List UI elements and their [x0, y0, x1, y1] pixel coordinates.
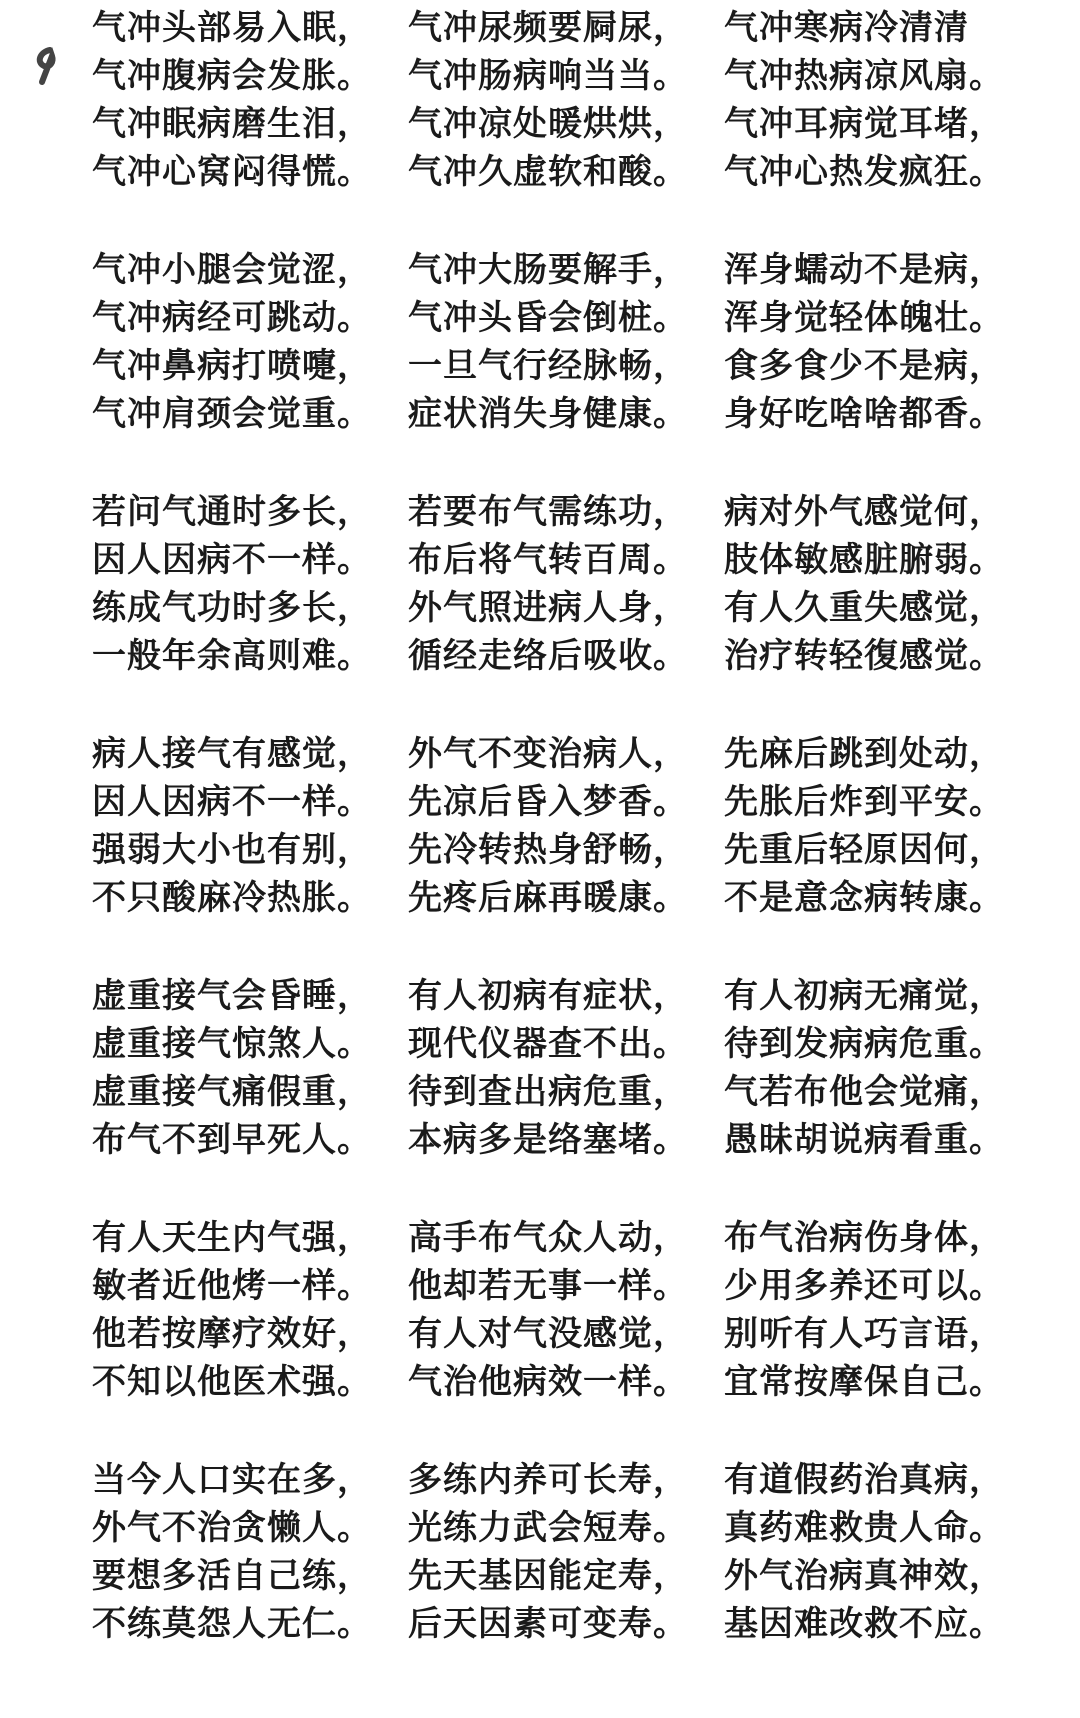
verse-line: 外气不治贪懒人。 [92, 1508, 372, 1548]
verse-line: 练成气功时多长， [92, 588, 372, 628]
verse-line: 气冲心热发疯狂。 [724, 152, 1004, 192]
verse-line: 待到发病病危重。 [724, 1024, 1004, 1064]
verse-line: 基因难改救不应。 [724, 1604, 1004, 1644]
stanza [724, 246, 1040, 488]
poem-grid [92, 4, 1022, 1698]
verse-line: 外气照进病人身， [408, 588, 688, 628]
verse-line: 气冲心窝闷得慌。 [92, 152, 372, 192]
verse-line: 后天因素可变寿。 [408, 1604, 688, 1644]
verse-line: 现代仪器查不出。 [408, 1024, 688, 1064]
margin-pen-mark [28, 46, 68, 86]
verse-line: 先天基因能定寿， [408, 1556, 688, 1596]
stanza-row [92, 488, 1022, 730]
stanza [724, 972, 1040, 1214]
verse-line: 虚重接气痛假重， [92, 1072, 372, 1112]
stanza [408, 4, 724, 246]
verse-line: 高手布气众人动， [408, 1218, 688, 1258]
verse-line: 愚昧胡说病看重。 [724, 1120, 1004, 1160]
verse-line: 病人接气有感觉， [92, 734, 372, 774]
verse-line: 气冲病经可跳动。 [92, 298, 372, 338]
stanza [724, 1214, 1040, 1456]
verse-line: 气冲腹病会发胀。 [92, 56, 372, 96]
stanza-row [92, 972, 1022, 1214]
verse-line: 有人久重失感觉， [724, 588, 1004, 628]
verse-line: 治疗转轻復感觉。 [724, 636, 1004, 676]
verse-line: 多练内养可长寿， [408, 1460, 688, 1500]
verse-line: 先冷转热身舒畅， [408, 830, 688, 870]
stanza [408, 246, 724, 488]
verse-line: 布气治病伤身体， [724, 1218, 1004, 1258]
verse-line: 外气不变治病人， [408, 734, 688, 774]
stanza [408, 1214, 724, 1456]
verse-line: 症状消失身健康。 [408, 394, 688, 434]
stanza [724, 488, 1040, 730]
verse-line: 因人因病不一样。 [92, 540, 372, 580]
stanza-row [92, 4, 1022, 246]
verse-line: 别听有人巧言语， [724, 1314, 1004, 1354]
verse-line: 气冲小腿会觉涩， [92, 250, 372, 290]
verse-line: 气冲耳病觉耳堵， [724, 104, 1004, 144]
stanza [92, 972, 408, 1214]
verse-line: 气冲头部易入眠， [92, 8, 372, 48]
verse-line: 浑身蠕动不是病， [724, 250, 1004, 290]
stanza-row [92, 246, 1022, 488]
verse-line: 敏者近他烤一样。 [92, 1266, 372, 1306]
verse-line: 气若布他会觉痛， [724, 1072, 1004, 1112]
verse-line: 他却若无事一样。 [408, 1266, 688, 1306]
verse-line: 气治他病效一样。 [408, 1362, 688, 1402]
stanza [92, 1456, 408, 1698]
stanza [408, 972, 724, 1214]
verse-line: 若要布气需练功， [408, 492, 688, 532]
stanza [724, 730, 1040, 972]
verse-line: 先凉后昏入梦香。 [408, 782, 688, 822]
verse-line: 不是意念病转康。 [724, 878, 1004, 918]
verse-line: 当今人口实在多， [92, 1460, 372, 1500]
verse-line: 气冲鼻病打喷嚏， [92, 346, 372, 386]
stanza-row [92, 1214, 1022, 1456]
stanza [92, 730, 408, 972]
verse-line: 不练莫怨人无仁。 [92, 1604, 372, 1644]
verse-line: 宜常按摩保自己。 [724, 1362, 1004, 1402]
verse-line: 气冲眠病磨生泪， [92, 104, 372, 144]
stanza [92, 1214, 408, 1456]
verse-line: 他若按摩疗效好， [92, 1314, 372, 1354]
verse-line: 气冲寒病冷清清 [724, 8, 969, 48]
verse-line: 布气不到早死人。 [92, 1120, 372, 1160]
stanza [92, 246, 408, 488]
verse-line: 强弱大小也有别， [92, 830, 372, 870]
stanza [724, 1456, 1040, 1698]
stanza [724, 4, 1040, 246]
verse-line: 外气治病真神效， [724, 1556, 1004, 1596]
verse-line: 本病多是络塞堵。 [408, 1120, 688, 1160]
verse-line: 虚重接气会昏睡， [92, 976, 372, 1016]
verse-line: 气冲久虚软和酸。 [408, 152, 688, 192]
verse-line: 真药难救贵人命。 [724, 1508, 1004, 1548]
verse-line: 食多食少不是病， [724, 346, 1004, 386]
verse-line: 有道假药治真病， [724, 1460, 1004, 1500]
verse-line: 有人对气没感觉， [408, 1314, 688, 1354]
verse-line: 循经走络后吸收。 [408, 636, 688, 676]
verse-line: 因人因病不一样。 [92, 782, 372, 822]
verse-line: 气冲热病凉风扇。 [724, 56, 1004, 96]
verse-line: 身好吃啥啥都香。 [724, 394, 1004, 434]
verse-line: 有人初病无痛觉， [724, 976, 1004, 1016]
verse-line: 气冲尿频要屙尿， [408, 8, 688, 48]
verse-line: 虚重接气惊煞人。 [92, 1024, 372, 1064]
stanza-row [92, 1456, 1022, 1698]
verse-line: 先重后轻原因何， [724, 830, 1004, 870]
verse-line: 病对外气感觉何， [724, 492, 1004, 532]
verse-line: 光练力武会短寿。 [408, 1508, 688, 1548]
verse-line: 不只酸麻冷热胀。 [92, 878, 372, 918]
verse-line: 肢体敏感脏腑弱。 [724, 540, 1004, 580]
verse-line: 一般年余高则难。 [92, 636, 372, 676]
stanza [408, 1456, 724, 1698]
verse-line: 气冲肩颈会觉重。 [92, 394, 372, 434]
stanza [92, 488, 408, 730]
stanza [408, 730, 724, 972]
stanza-row [92, 730, 1022, 972]
verse-line: 布后将气转百周。 [408, 540, 688, 580]
verse-line: 待到查出病危重， [408, 1072, 688, 1112]
verse-line: 先胀后炸到平安。 [724, 782, 1004, 822]
verse-line: 气冲肠病响当当。 [408, 56, 688, 96]
verse-line: 一旦气行经脉畅， [408, 346, 688, 386]
verse-line: 不知以他医术强。 [92, 1362, 372, 1402]
verse-line: 气冲大肠要解手， [408, 250, 688, 290]
verse-line: 少用多养还可以。 [724, 1266, 1004, 1306]
verse-line: 有人初病有症状， [408, 976, 688, 1016]
verse-line: 气冲凉处暖烘烘， [408, 104, 688, 144]
verse-line: 若问气通时多长， [92, 492, 372, 532]
verse-line: 先疼后麻再暖康。 [408, 878, 688, 918]
stanza [92, 4, 408, 246]
stanza [408, 488, 724, 730]
verse-line: 有人天生内气强， [92, 1218, 372, 1258]
verse-line: 要想多活自己练， [92, 1556, 372, 1596]
verse-line: 气冲头昏会倒桩。 [408, 298, 688, 338]
verse-line: 浑身觉轻体魄壮。 [724, 298, 1004, 338]
verse-line: 先麻后跳到处动， [724, 734, 1004, 774]
